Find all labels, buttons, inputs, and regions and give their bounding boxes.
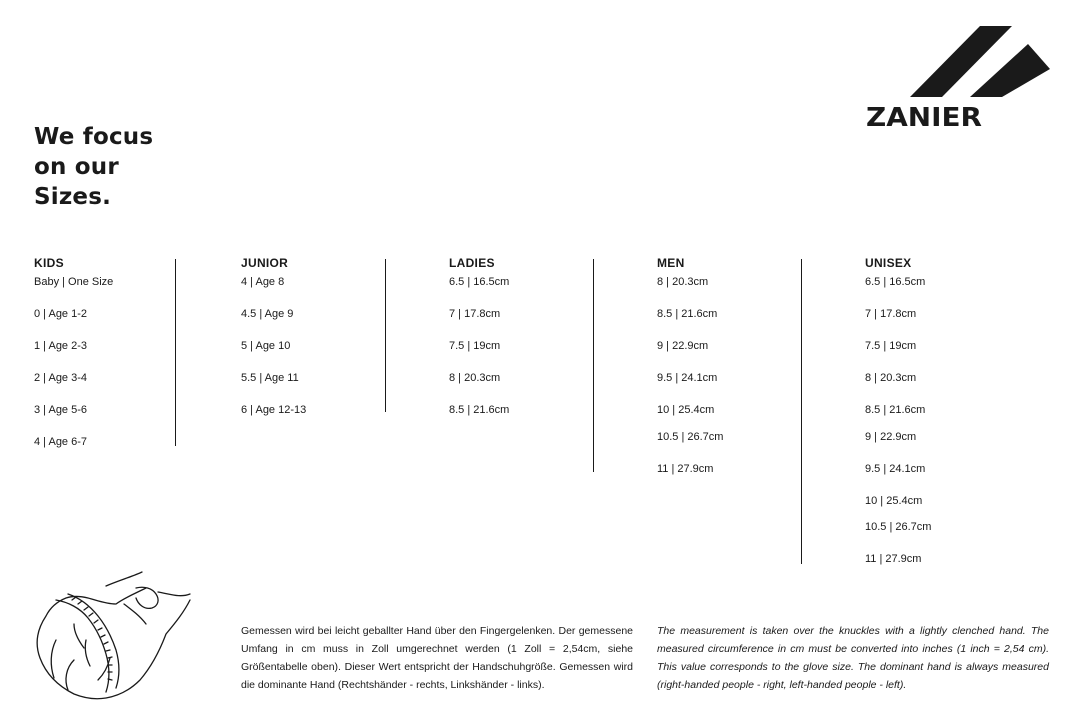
headline-line-1: We focus <box>34 124 154 150</box>
list-item: 4 | Age 6-7 <box>34 436 88 448</box>
column-title-ladies: LADIES <box>449 256 495 270</box>
list-item: 0 | Age 1-2 <box>34 308 88 320</box>
column-title-men: MEN <box>657 256 685 270</box>
zanier-logo <box>862 22 1054 132</box>
list-item: 8 | 20.3cm <box>449 372 501 384</box>
list-item: 11 | 27.9cm <box>657 463 714 475</box>
list-item: 1 | Age 2-3 <box>34 340 88 352</box>
list-item: 6 | Age 12-13 <box>241 404 307 416</box>
column-divider <box>593 259 594 472</box>
list-item: 9.5 | 24.1cm <box>865 463 926 475</box>
headline-line-3: Sizes. <box>34 184 112 210</box>
column-title-junior: JUNIOR <box>241 256 289 270</box>
list-item: 5.5 | Age 11 <box>241 372 299 384</box>
list-item: 10.5 | 26.7cm <box>657 431 724 443</box>
list-item: 7.5 | 19cm <box>449 340 501 352</box>
measurement-text-en: The measurement is taken over the knuckles with a lightly clenched hand. The measured circumference in cm must be converted into inches (1 inch = 2,54 cm). This value corresponds to the glove size. The dominant hand is always measured (right-handed people - right, left-handed people - left). <box>657 625 1049 691</box>
list-item: 10.5 | 26.7cm <box>865 521 932 533</box>
list-item: 4.5 | Age 9 <box>241 308 294 320</box>
list-item: 9.5 | 24.1cm <box>657 372 718 384</box>
list-item: 6.5 | 16.5cm <box>449 276 510 288</box>
list-item: 2 | Age 3-4 <box>34 372 88 384</box>
list-item: 6.5 | 16.5cm <box>865 276 926 288</box>
list-item: 8.5 | 21.6cm <box>865 404 926 416</box>
list-item: 8.5 | 21.6cm <box>657 308 718 320</box>
list-item: 3 | Age 5-6 <box>34 404 88 416</box>
list-item: 10 | 25.4cm <box>657 404 715 416</box>
list-item: 8 | 20.3cm <box>657 276 709 288</box>
list-item: 5 | Age 10 <box>241 340 291 352</box>
column-divider <box>801 259 802 564</box>
list-item: Baby | One Size <box>34 276 114 288</box>
hand-measuring-illustration <box>28 570 198 715</box>
headline-line-2: on our <box>34 154 119 180</box>
list-item: 11 | 27.9cm <box>865 553 922 565</box>
column-title-unisex: UNISEX <box>865 256 912 270</box>
list-item: 8.5 | 21.6cm <box>449 404 510 416</box>
list-item: 7 | 17.8cm <box>865 308 917 320</box>
column-divider <box>175 259 176 446</box>
list-item: 7.5 | 19cm <box>865 340 917 352</box>
list-item: 9 | 22.9cm <box>865 431 917 443</box>
list-item: 8 | 20.3cm <box>865 372 917 384</box>
list-item: 9 | 22.9cm <box>657 340 709 352</box>
list-item: 10 | 25.4cm <box>865 495 923 507</box>
headline <box>34 122 153 212</box>
list-item: 7 | 17.8cm <box>449 308 501 320</box>
list-item: 4 | Age 8 <box>241 276 285 288</box>
column-divider <box>385 259 386 412</box>
column-title-kids: KIDS <box>34 256 64 270</box>
measurement-text-de: Gemessen wird bei leicht geballter Hand über den Fingergelenken. Der gemessene Umfang in cm muss in Zoll umgerechnet werden (1 Zoll = 2,54cm, siehe Größentabelle oben). Dieser Wert entspricht der Handschuhgröße. Gemessen wird die dominante Hand (Rechtshänder - rechts, Linkshänder - links). <box>241 625 633 691</box>
brand-wordmark: ZANIER <box>866 103 982 132</box>
